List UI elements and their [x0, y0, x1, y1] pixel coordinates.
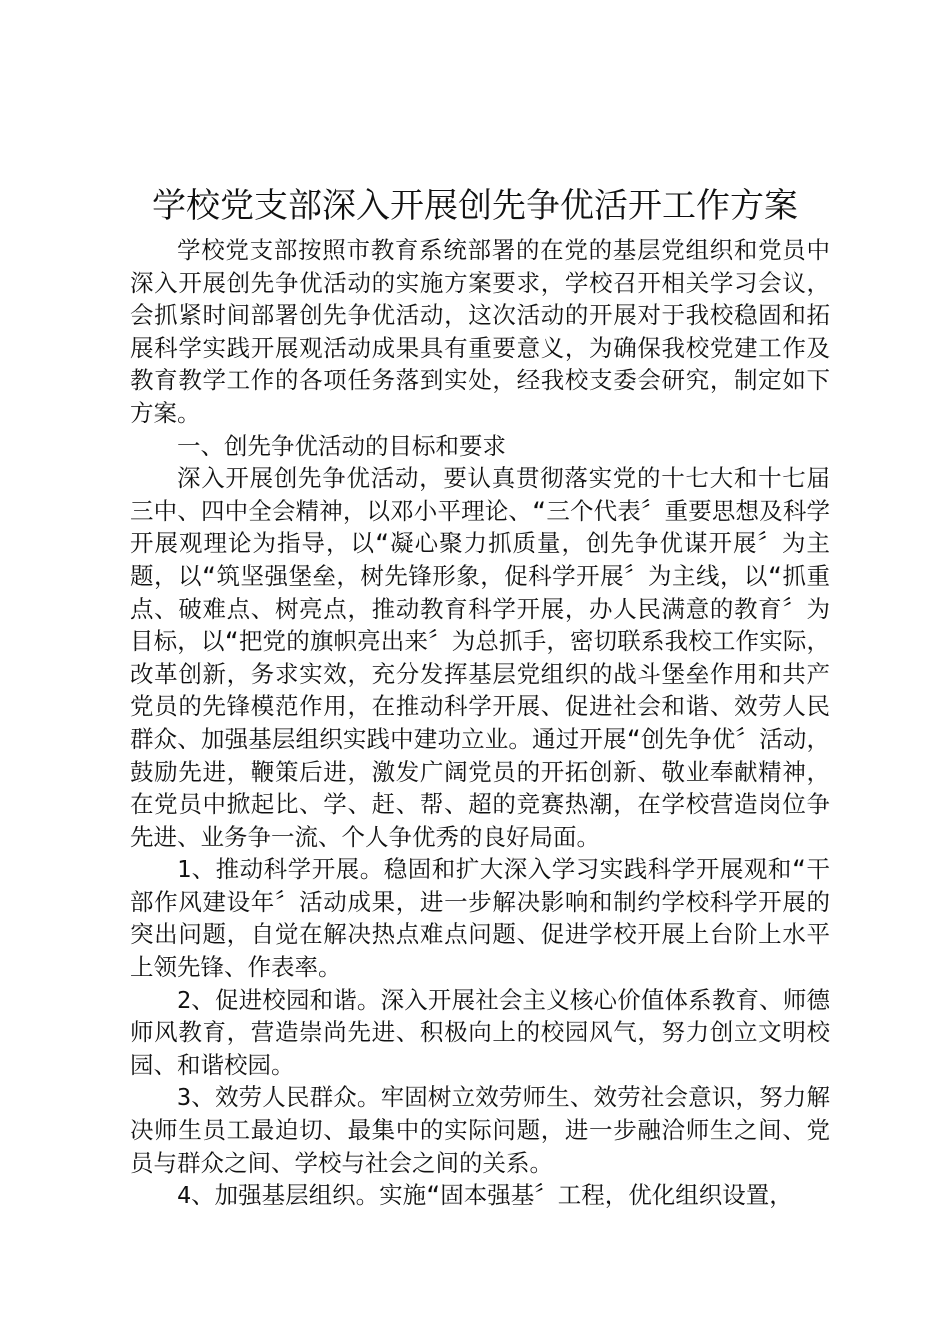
- document-body: [130, 234, 830, 1212]
- page-title: 学校党支部深入开展创先争优活开工作方案: [152, 186, 798, 226]
- item-paragraph-2: 2、促进校园和谐。深入开展社会主义核心价值体系教育、师德师风教育，营造崇尚先进、积极向上的校园风气，努力创立文明校园、和谐校园。: [130, 985, 830, 1079]
- item-paragraph-3: 3、效劳人民群众。牢固树立效劳师生、效劳社会意识，努力解决师生员工最迫切、最集中的实际问题，进一步融洽师生之间、党员与群众之间、学校与社会之间的关系。: [130, 1083, 830, 1177]
- section-heading: 一、创先争优活动的目标和要求: [177, 431, 506, 460]
- intro-paragraph: 学校党支部按照市教育系统部署的在党的基层党组织和党员中深入开展创先争优活动的实施方案要求，学校召开相关学习会议，会抓紧时间部署创先争优活动，这次活动的开展对于我校稳固和拓展科学实践开展观活动成果具有重要意义，为确保我校党建工作及教育教学工作的各项任务落到实处，经我校支委会研究，制定如下方案。: [130, 236, 830, 427]
- item-paragraph-1: 1、推动科学开展。稳固和扩大深入学习实践科学开展观和“干部作风建设年〞活动成果，进一步解决影响和制约学校科学开展的突出问题，自觉在解决热点难点问题、促进学校开展上台阶上水平上领先锋、作表率。: [130, 855, 830, 982]
- item-paragraph-4: 4、加强基层组织。实施“固本强基〞工程，优化组织设置，: [177, 1181, 793, 1210]
- goals-paragraph: 深入开展创先争优活动，要认真贯彻落实党的十七大和十七届三中、四中全会精神，以邓小平理论、“三个代表〞重要思想及科学开展观理论为指导，以“凝心聚力抓质量，创先争优谋开展〞为主题，以“筑坚强堡垒，树先锋形象，促科学开展〞为主线，以“抓重点、破难点、树亮点，推动教育科学开展，办人民满意的教育〞为目标，以“把党的旗帜亮出来〞为总抓手，密切联系我校工作实际，改革创新，务求实效，充分发挥基层党组织的战斗堡垒作用和共产党员的先锋模范作用，在推动科学开展、促进社会和谐、效劳人民群众、加强基层组织实践中建功立业。通过开展“创先争优〞活动，鼓励先进，鞭策后进，激发广阔党员的开拓创新、敬业奉献精神，在党员中掀起比、学、赶、帮、超的竞赛热潮，在学校营造岗位争先进、业务争一流、个人争优秀的良好局面。: [130, 464, 830, 851]
